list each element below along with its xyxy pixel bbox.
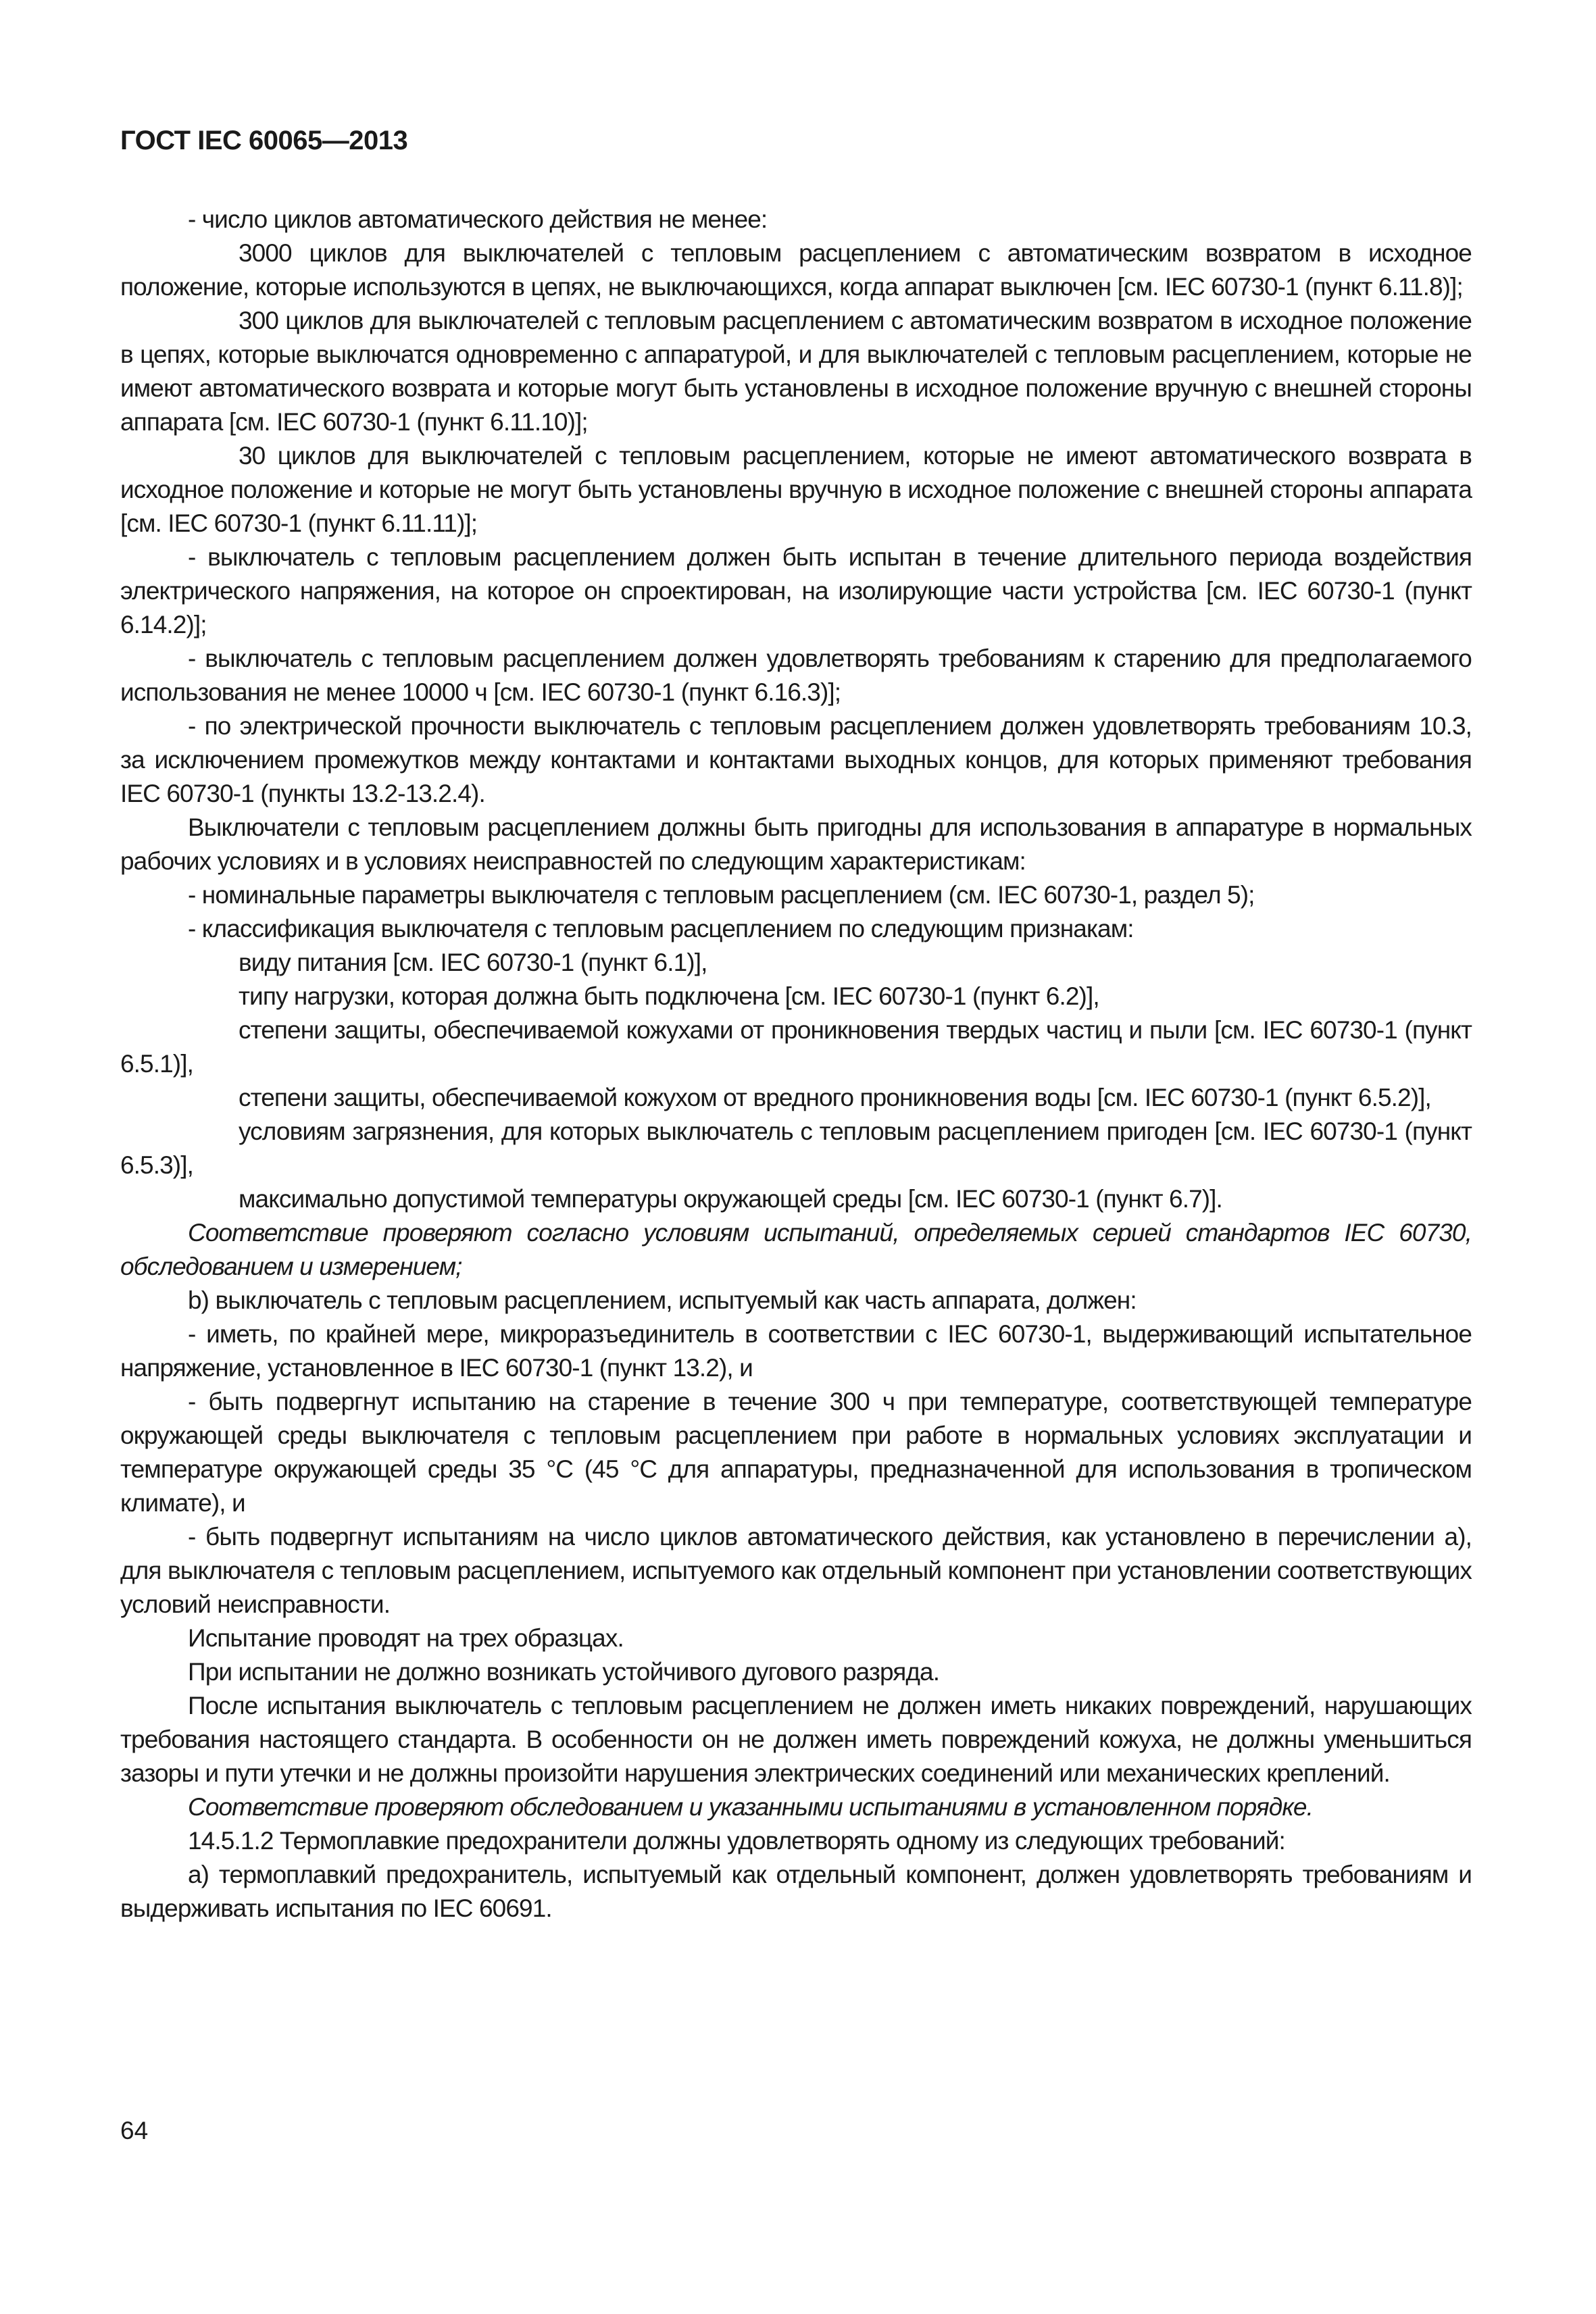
paragraph: Выключатели с тепловым расцеплением должны быть пригодны для использования в аппаратуре в нормальных рабочих условиях и в условиях неисправностей по следующим характеристикам: [120, 813, 1472, 875]
paragraph: Соответствие проверяют обследованием и указанными испытаниями в установленном порядке. [188, 1793, 1313, 1821]
paragraph: - быть подвергнут испытаниям на число циклов автоматического действия, как установлено в перечислении а), для выключателя с тепловым расцеплением, испытуемого как отдельный компонент при установлении соответствующих условий неисправности. [120, 1523, 1472, 1618]
paragraph: - быть подвергнут испытанию на старение в течение 300 ч при температуре, соответствующей температуре окружающей среды выключателя с тепловым расцеплением при работе в нормальных условиях эксплуатации и температуре окружающей среды 35 °C (45 °C для аппаратуры, предназначенной для использования в тропическом климате), и [120, 1388, 1472, 1517]
paragraph: максимально допустимой температуры окружающей среды [см. IEC 60730-1 (пункт 6.7)]. [239, 1185, 1222, 1213]
document-header: ГОСТ IEC 60065—2013 [120, 126, 408, 155]
paragraph: 3000 циклов для выключателей с тепловым расцеплением с автоматическим возвратом в исходное положение, которые используются в цепях, не выключающихся, когда аппарат выключен [см. IEC 60730-1 (пункт 6.11.8)]; [120, 239, 1472, 301]
paragraph: степени защиты, обеспечиваемой кожухами от проникновения твердых частиц и пыли [см. IEC 60730-1 (пункт 6.5.1)], [120, 1016, 1472, 1078]
paragraph: - выключатель с тепловым расцеплением должен удовлетворять требованиям к старению для предполагаемого использования не менее 10000 ч [см. IEC 60730-1 (пункт 6.16.3)]; [120, 645, 1472, 706]
paragraph: условиям загрязнения, для которых выключатель с тепловым расцеплением пригоден [см. IEC 60730-1 (пункт 6.5.3)], [120, 1117, 1472, 1179]
paragraph: Испытание проводят на трех образцах. [188, 1624, 624, 1652]
paragraph: - число циклов автоматического действия не менее: [188, 205, 768, 233]
paragraph: 300 циклов для выключателей с тепловым расцеплением с автоматическим возвратом в исходное положение в цепях, которые выключатся одновременно с аппаратурой, и для выключателей с тепловым расцеплением, которые не имеют автоматического возврата и которые могут быть установлены в исходное положение вручную с внешней стороны аппарата [см. IEC 60730-1 (пункт 6.11.10)]; [120, 307, 1472, 436]
paragraph: - классификация выключателя с тепловым расцеплением по следующим признакам: [188, 915, 1134, 942]
paragraph: - по электрической прочности выключатель с тепловым расцеплением должен удовлетворять требованиям 10.3, за исключением промежутков между контактами и контактами выходных концов, для которых применяют требования IEC 60730-1 (пункты 13.2-13.2.4). [120, 712, 1472, 807]
paragraph: степени защиты, обеспечиваемой кожухом от вредного проникновения воды [см. IEC 60730-1 (пункт 6.5.2)], [239, 1084, 1431, 1111]
paragraph: Соответствие проверяют согласно условиям испытаний, определяемых серией стандартов IEC 60730, обследованием и измерением; [120, 1219, 1472, 1280]
paragraph: типу нагрузки, которая должна быть подключена [см. IEC 60730-1 (пункт 6.2)], [239, 982, 1099, 1010]
paragraph: 14.5.1.2 Термоплавкие предохранители должны удовлетворять одному из следующих требований: [188, 1827, 1285, 1855]
paragraph: - номинальные параметры выключателя с тепловым расцеплением (см. IEC 60730-1, раздел 5); [188, 881, 1255, 909]
paragraph: а) термоплавкий предохранитель, испытуемый как отдельный компонент, должен удовлетворять требованиям и выдерживать испытания по IEC 60691. [120, 1861, 1472, 1922]
paragraph: b) выключатель с тепловым расцеплением, испытуемый как часть аппарата, должен: [188, 1286, 1137, 1314]
paragraph: виду питания [см. IEC 60730-1 (пункт 6.1)], [239, 949, 707, 976]
paragraph: После испытания выключатель с тепловым расцеплением не должен иметь никаких повреждений, нарушающих требования настоящего стандарта. В особенности он не должен иметь повреждений кожуха, не должны уменьшиться зазоры и пути утечки и не должны произойти нарушения электрических соединений или механических креплений. [120, 1692, 1472, 1787]
paragraph: При испытании не должно возникать устойчивого дугового разряда. [188, 1658, 940, 1686]
document-body [120, 203, 1472, 1926]
page-number: 64 [120, 2117, 149, 2144]
paragraph: - иметь, по крайней мере, микроразъединитель в соответствии с IEC 60730-1, выдерживающий испытательное напряжение, установленное в IEC 60730-1 (пункт 13.2), и [120, 1320, 1472, 1382]
paragraph: 30 циклов для выключателей с тепловым расцеплением, которые не имеют автоматического возврата в исходное положение и которые не могут быть установлены вручную в исходное положение с внешней стороны аппарата [см. IEC 60730-1 (пункт 6.11.11)]; [120, 442, 1472, 537]
paragraph: - выключатель с тепловым расцеплением должен быть испытан в течение длительного периода воздействия электрического напряжения, на которое он спроектирован, на изолирующие части устройства [см. IEC 60730-1 (пункт 6.14.2)]; [120, 543, 1472, 638]
